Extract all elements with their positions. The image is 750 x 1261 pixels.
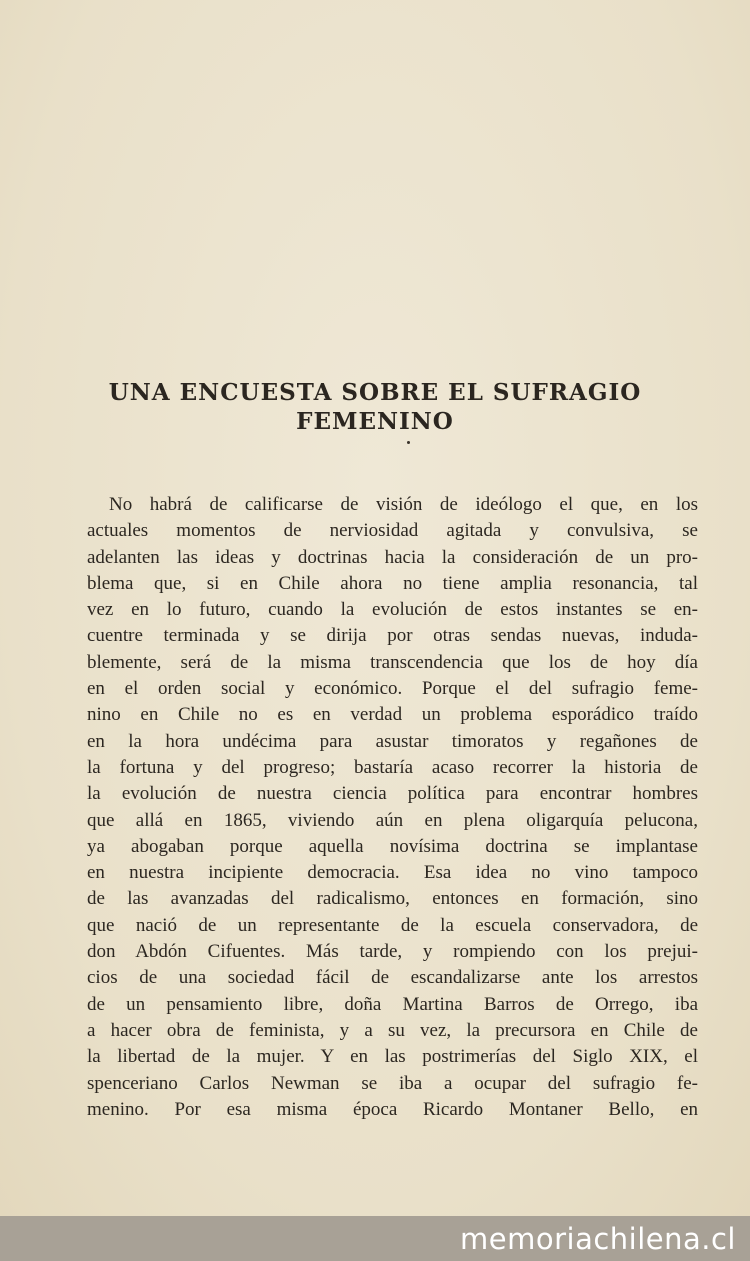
body-line: que allá en 1865, viviendo aún en plena oligarquía pelucona, (87, 809, 698, 831)
body-line: No habrá de calificarse de visión de ideólogo el que, en los (109, 494, 698, 515)
body-line: que nació de un representante de la escuela conservadora, de (87, 914, 698, 936)
body-line: menino. Por esa misma época Ricardo Montaner Bello, en (87, 1098, 698, 1120)
body-line: ya abogaban porque aquella novísima doctrina se implantase (87, 835, 698, 857)
title-line-2: FEMENINO (296, 408, 454, 435)
body-line: spenceriano Carlos Newman se iba a ocupar del sufragio fe- (87, 1072, 698, 1094)
body-line: cuentre terminada y se dirija por otras sendas nuevas, induda- (87, 625, 698, 647)
body-line: nino en Chile no es en verdad un problema esporádico traído (87, 704, 698, 726)
watermark-bar (0, 1216, 750, 1261)
title-line-1: UNA ENCUESTA SOBRE EL SUFRAGIO (108, 379, 642, 406)
page-title (0, 378, 750, 436)
body-line: blema que, si en Chile ahora no tiene amplia resonancia, tal (87, 572, 698, 594)
body-line: la fortuna y del progreso; bastaría acaso recorrer la historia de (87, 756, 698, 778)
article-body (87, 492, 698, 1123)
body-line: de un pensamiento libre, doña Martina Barros de Orrego, iba (87, 993, 698, 1015)
body-line: blemente, será de la misma transcendencia que los de hoy día (87, 651, 698, 673)
body-line: cios de una sociedad fácil de escandalizarse ante los arrestos (87, 967, 698, 989)
body-line: vez en lo futuro, cuando la evolución de estos instantes se en- (87, 599, 698, 621)
brand-watermark[interactable]: memoriachilena.cl (460, 1222, 736, 1256)
body-line: en nuestra incipiente democracia. Esa idea no vino tampoco (87, 862, 698, 884)
body-line: actuales momentos de nerviosidad agitada y convulsiva, se (87, 520, 698, 542)
body-line: en la hora undécima para asustar timoratos y regañones de (87, 730, 698, 752)
body-line: adelanten las ideas y doctrinas hacia la consideración de un pro- (87, 546, 698, 568)
body-line: de las avanzadas del radicalismo, entonces en formación, sino (87, 888, 698, 910)
body-line: a hacer obra de feminista, y a su vez, la precursora en Chile de (87, 1019, 698, 1041)
body-line: don Abdón Cifuentes. Más tarde, y rompiendo con los prejui- (87, 941, 698, 963)
body-line: la evolución de nuestra ciencia política para encontrar hombres (87, 783, 698, 805)
ornament-dot (407, 441, 410, 444)
body-line: la libertad de la mujer. Y en las postrimerías del Siglo XIX, el (87, 1046, 698, 1068)
body-line: en el orden social y económico. Porque el del sufragio feme- (87, 678, 698, 700)
